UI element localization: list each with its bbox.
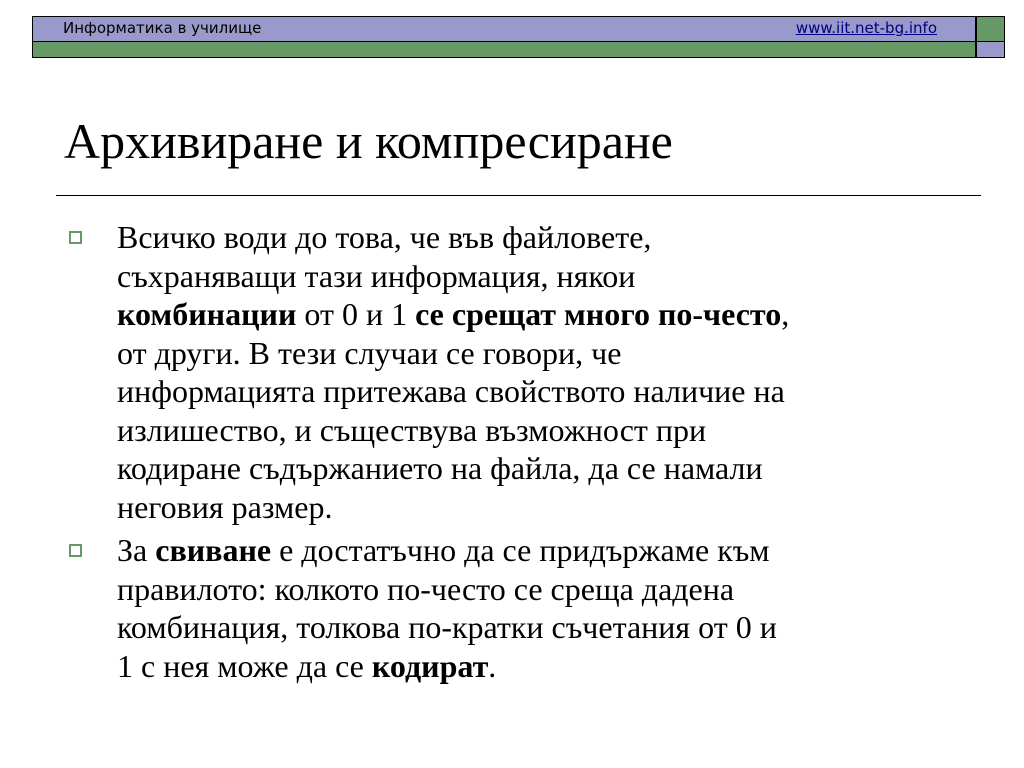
text-line: от други. В тези случаи се говори, че [117, 334, 622, 371]
text-line: кодиране съдържанието на файла, да се намали [117, 450, 763, 486]
bold-term: се срещат много по-често [415, 296, 782, 332]
slide-title: Архивиране и компресиране [64, 113, 673, 169]
header-title: Информатика в училище [63, 19, 262, 37]
bold-term: кодират [371, 647, 489, 684]
text-line: излишество, и съществува възможност при [117, 411, 707, 448]
text-line: Всичко води до това, че във файловете, [117, 219, 652, 255]
header-bar [32, 16, 976, 42]
hollow-square-bullet-icon [69, 544, 82, 557]
slide-body [66, 218, 966, 690]
header-accent-bar [32, 41, 976, 58]
text-line: комбинации от 0 и 1 се срещат много по-често, [117, 296, 790, 332]
header-corner-square-top [976, 16, 1005, 42]
hollow-square-bullet-icon [69, 231, 82, 244]
text-line: информацията притежава свойството наличие на [117, 373, 785, 409]
text-line: неговия размер. [117, 488, 333, 525]
bullet-item-2 [66, 531, 966, 685]
title-divider [56, 195, 981, 196]
text-line: За свиване е достатъчно да се придържаме към [117, 532, 770, 568]
bold-term: свиване [155, 532, 272, 568]
text-line: правилото: колкото по-често се среща дадена [117, 570, 735, 607]
text-line: комбинация, толкова по-кратки съчетания от 0 и [117, 609, 777, 645]
header-website-link[interactable]: www.iit.net-bg.info [795, 19, 937, 37]
text-line: 1 с нея може да се кодират. [117, 647, 497, 684]
bold-term: комбинации [117, 296, 297, 332]
header-corner-square-bottom [976, 41, 1005, 58]
text-line: съхраняващи тази информация, някои [117, 257, 636, 294]
bullet-item-1 [66, 218, 966, 526]
